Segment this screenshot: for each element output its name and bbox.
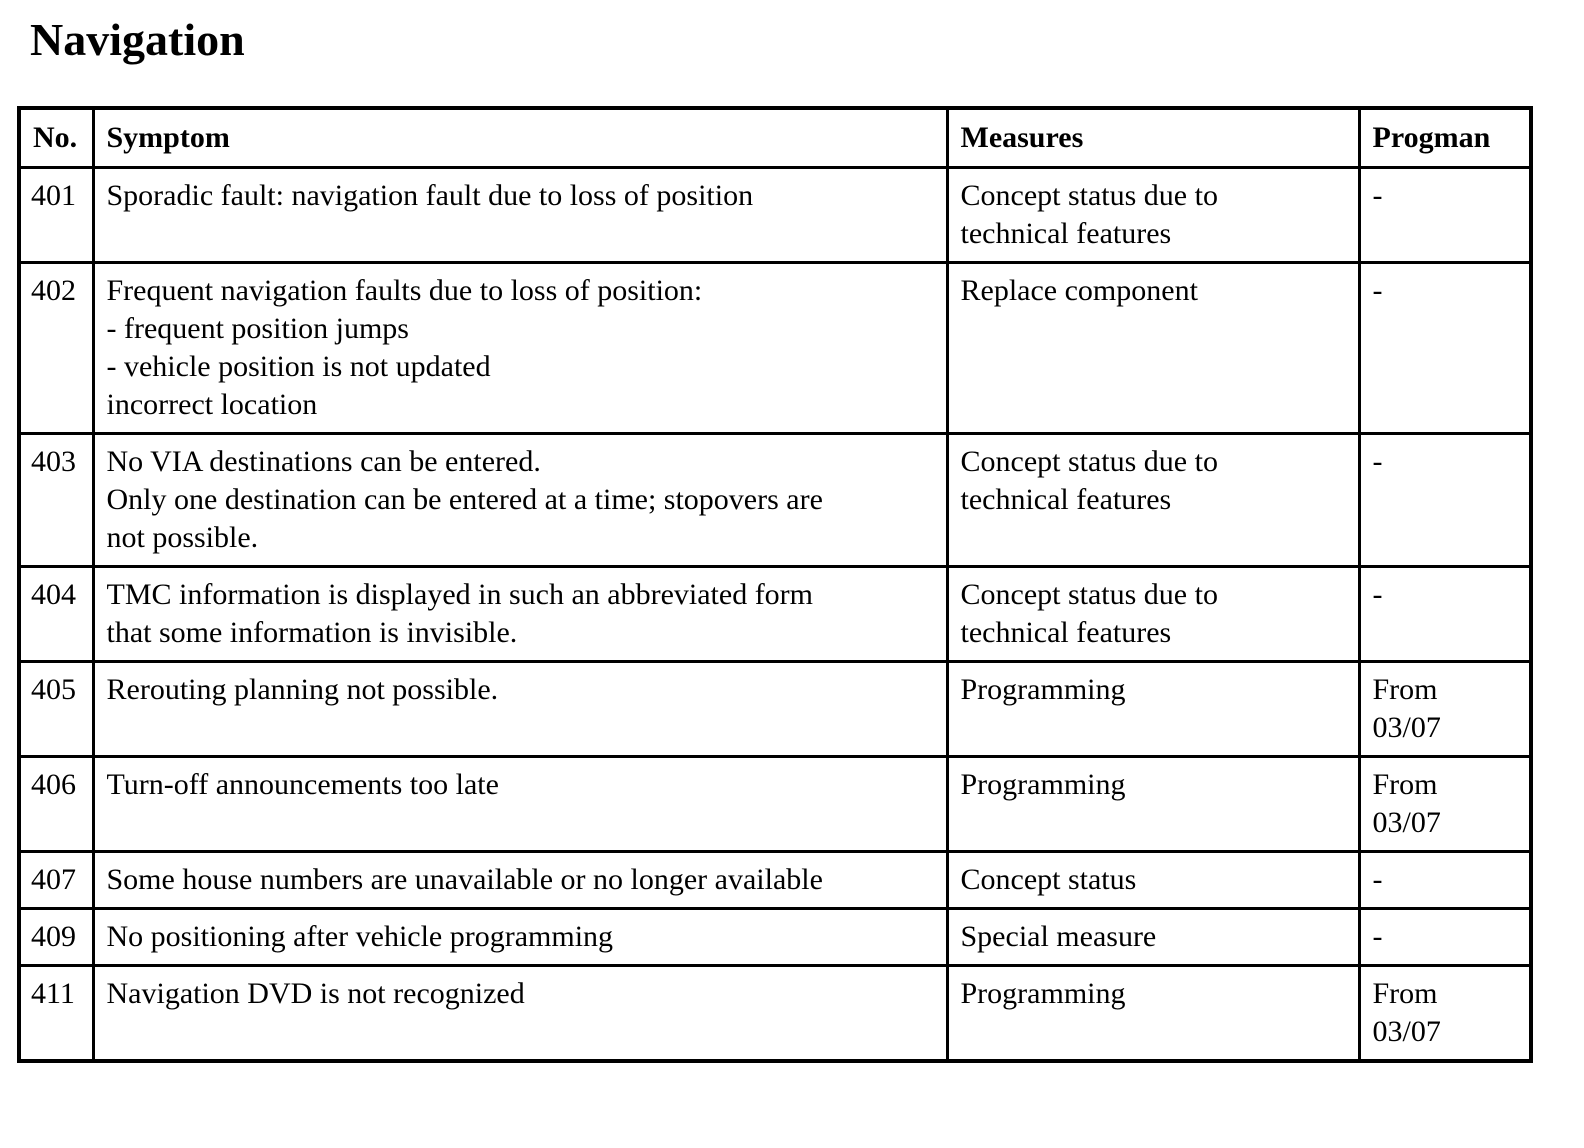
cell-progman: - (1359, 168, 1531, 263)
cell-symptom: Rerouting planning not possible. (93, 662, 947, 757)
cell-no: 403 (19, 434, 93, 567)
cell-no: 409 (19, 909, 93, 966)
cell-no: 411 (19, 966, 93, 1062)
cell-measures: Concept status (947, 852, 1359, 909)
table-header-row (19, 108, 1531, 168)
header-progman: Progman (1359, 108, 1531, 168)
cell-measures: Programming (947, 966, 1359, 1062)
cell-symptom: Some house numbers are unavailable or no longer available (93, 852, 947, 909)
cell-no: 407 (19, 852, 93, 909)
cell-measures: Concept status due to technical features (947, 168, 1359, 263)
table-row (19, 966, 1531, 1062)
cell-measures: Concept status due to technical features (947, 567, 1359, 662)
table-row (19, 567, 1531, 662)
cell-symptom: TMC information is displayed in such an abbreviated form that some information is invisible. (93, 567, 947, 662)
cell-progman: - (1359, 263, 1531, 434)
cell-measures: Programming (947, 757, 1359, 852)
table-row (19, 168, 1531, 263)
table-row (19, 757, 1531, 852)
cell-measures: Programming (947, 662, 1359, 757)
cell-symptom: No positioning after vehicle programming (93, 909, 947, 966)
cell-no: 402 (19, 263, 93, 434)
cell-progman: - (1359, 567, 1531, 662)
cell-measures: Replace component (947, 263, 1359, 434)
cell-no: 404 (19, 567, 93, 662)
cell-symptom: Sporadic fault: navigation fault due to loss of position (93, 168, 947, 263)
cell-no: 405 (19, 662, 93, 757)
table-row (19, 434, 1531, 567)
navigation-table (17, 106, 1533, 1063)
cell-symptom: Frequent navigation faults due to loss of position: - frequent position jumps - vehicle position is not updated incorrect location (93, 263, 947, 434)
table-row (19, 263, 1531, 434)
cell-progman: From 03/07 (1359, 966, 1531, 1062)
table-row (19, 852, 1531, 909)
header-measures: Measures (947, 108, 1359, 168)
cell-progman: From 03/07 (1359, 757, 1531, 852)
cell-symptom: Navigation DVD is not recognized (93, 966, 947, 1062)
cell-no: 406 (19, 757, 93, 852)
table-row (19, 909, 1531, 966)
page-title: Navigation (30, 14, 245, 65)
cell-progman: - (1359, 852, 1531, 909)
cell-no: 401 (19, 168, 93, 263)
header-symptom: Symptom (93, 108, 947, 168)
cell-progman: - (1359, 434, 1531, 567)
cell-symptom: Turn-off announcements too late (93, 757, 947, 852)
cell-symptom: No VIA destinations can be entered. Only one destination can be entered at a time; stopovers are not possible. (93, 434, 947, 567)
cell-measures: Concept status due to technical features (947, 434, 1359, 567)
table-row (19, 662, 1531, 757)
cell-progman: From 03/07 (1359, 662, 1531, 757)
cell-measures: Special measure (947, 909, 1359, 966)
header-no: No. (19, 108, 93, 168)
cell-progman: - (1359, 909, 1531, 966)
